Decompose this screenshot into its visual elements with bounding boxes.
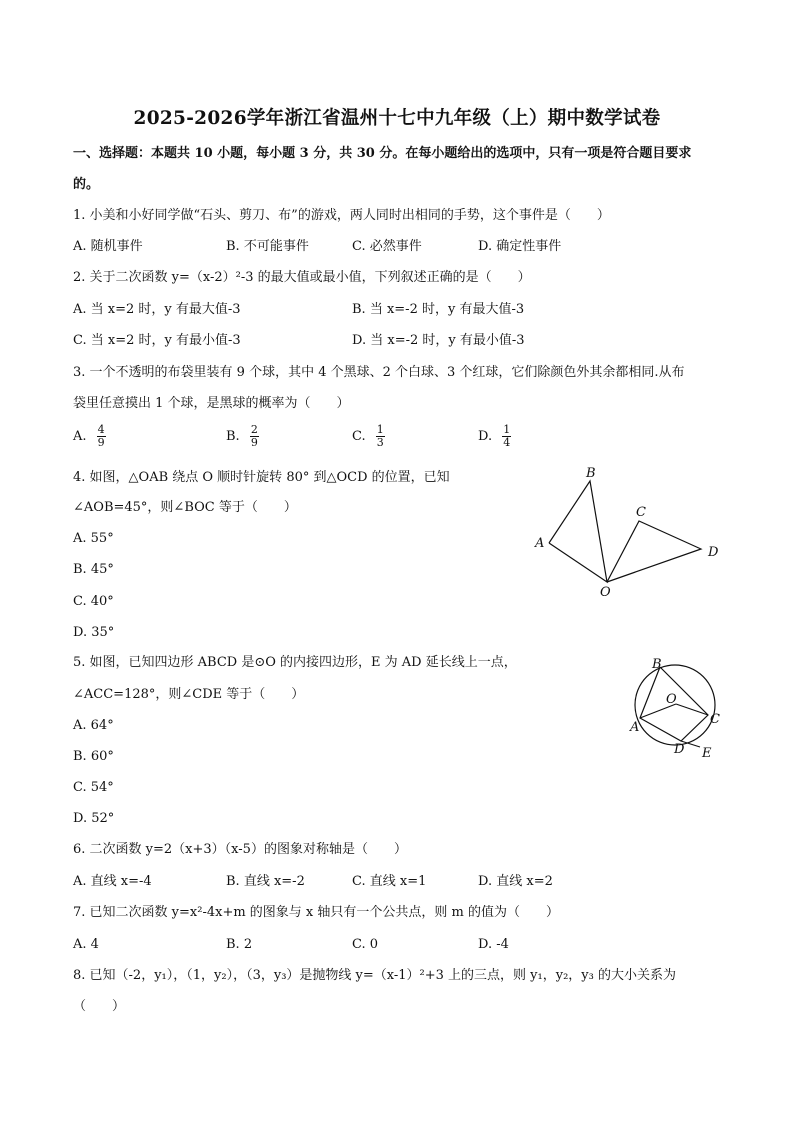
fraction <box>376 424 385 449</box>
q3-option-c-label: C. <box>352 429 366 444</box>
q4-option-d: D. 35° <box>73 625 115 640</box>
fraction-numerator: 1 <box>503 423 511 436</box>
q2-option-b: B. 当 x=-2 时，y 有最大值-3 <box>352 302 525 317</box>
q7-option-d: D. -4 <box>478 937 509 952</box>
point-label-b: B <box>586 466 596 481</box>
q3-option-b <box>226 424 259 449</box>
q6-option-a: A. 直线 x=-4 <box>73 874 152 889</box>
point-label-c: C <box>636 505 646 520</box>
q3-option-a-label: A. <box>73 429 87 444</box>
question-3-stem-cont: 袋里任意摸出 1 个球，是黑球的概率为（ ） <box>73 396 350 411</box>
fraction-numerator: 1 <box>376 423 384 436</box>
fraction-denominator: 9 <box>250 436 258 449</box>
q5-option-b: B. 60° <box>73 749 114 764</box>
section-heading: 一、选择题：本题共 10 小题，每小题 3 分，共 30 分。在每小题给出的选项中，只有一项是符合题目要求 <box>73 146 692 161</box>
question-8-stem-cont: （ ） <box>73 999 126 1014</box>
rotation-triangle-figure <box>525 460 735 605</box>
q3-option-a <box>73 424 106 449</box>
q1-option-b: B. 不可能事件 <box>226 239 309 254</box>
point-label-a: A <box>535 536 545 551</box>
q5-option-c: C. 54° <box>73 780 114 795</box>
point-label-b: B <box>652 657 662 672</box>
question-3-stem: 3. 一个不透明的布袋里装有 9 个球，其中 4 个黑球、2 个白球、3 个红球，它们除颜色外其余都相同.从布 <box>73 365 685 380</box>
q6-option-c: C. 直线 x=1 <box>352 874 427 889</box>
point-label-e: E <box>702 746 712 761</box>
q3-option-b-label: B. <box>226 429 240 444</box>
fraction <box>502 424 511 449</box>
q5-option-d: D. 52° <box>73 811 115 826</box>
q6-option-d: D. 直线 x=2 <box>478 874 553 889</box>
question-1-stem: 1. 小美和小好同学做“石头、剪刀、布”的游戏，两人同时出相同的手势，这个事件是（ ） <box>73 208 610 223</box>
q6-option-b: B. 直线 x=-2 <box>226 874 305 889</box>
q2-option-c: C. 当 x=2 时，y 有最小值-3 <box>73 333 241 348</box>
q3-option-c <box>352 424 385 449</box>
q4-option-b: B. 45° <box>73 562 114 577</box>
point-label-c: C <box>710 712 720 727</box>
question-5-stem: 5. 如图，已知四边形 ABCD 是⊙O 的内接四边形，E 为 AD 延长线上一点， <box>73 655 517 670</box>
q1-option-c: C. 必然事件 <box>352 239 422 254</box>
page-title: 2025-2026学年浙江省温州十七中九年级（上）期中数学试卷 <box>133 108 661 129</box>
q7-option-a: A. 4 <box>73 937 99 952</box>
triangle-ocd <box>607 521 701 582</box>
point-label-a: A <box>630 720 640 735</box>
fraction-denominator: 3 <box>376 436 384 449</box>
q3-option-d <box>478 424 511 449</box>
q1-option-d: D. 确定性事件 <box>478 239 562 254</box>
q3-option-d-label: D. <box>478 429 493 444</box>
circle-quadrilateral-figure <box>620 650 740 765</box>
question-2-stem: 2. 关于二次函数 y=（x-2）²-3 的最大值或最小值，下列叙述正确的是（ ） <box>73 270 531 285</box>
fraction <box>97 424 106 449</box>
triangle-oab <box>549 481 607 582</box>
question-4-stem-cont: ∠AOB=45°，则∠BOC 等于（ ） <box>73 500 297 515</box>
q4-option-c: C. 40° <box>73 594 114 609</box>
question-6-stem: 6. 二次函数 y=2（x+3）（x-5）的图象对称轴是（ ） <box>73 842 407 857</box>
fraction-numerator: 4 <box>97 423 105 436</box>
point-label-o: O <box>666 692 677 707</box>
q7-option-c: C. 0 <box>352 937 379 952</box>
fraction-denominator: 4 <box>503 436 511 449</box>
fraction-denominator: 9 <box>97 436 105 449</box>
q4-option-a: A. 55° <box>73 531 114 546</box>
point-label-d: D <box>708 545 719 560</box>
question-5-stem-cont: ∠ACC=128°，则∠CDE 等于（ ） <box>73 687 305 702</box>
question-7-stem: 7. 已知二次函数 y=x²-4x+m 的图象与 x 轴只有一个公共点，则 m 的值为（ ） <box>73 905 559 920</box>
question-8-stem: 8. 已知（-2，y₁），（1，y₂），（3，y₃）是抛物线 y=（x-1）²+3 上的三点，则 y₁，y₂，y₃ 的大小关系为 <box>73 968 676 983</box>
q5-option-a: A. 64° <box>73 718 114 733</box>
section-heading-cont: 的。 <box>73 177 100 192</box>
point-label-d: D <box>674 742 685 757</box>
point-label-o: O <box>600 585 611 600</box>
q2-option-a: A. 当 x=2 时，y 有最大值-3 <box>73 302 241 317</box>
fraction <box>250 424 259 449</box>
q7-option-b: B. 2 <box>226 937 253 952</box>
q1-option-a: A. 随机事件 <box>73 239 143 254</box>
question-4-stem: 4. 如图，△OAB 绕点 O 顺时针旋转 80° 到△OCD 的位置，已知 <box>73 470 450 485</box>
fraction-numerator: 2 <box>250 423 258 436</box>
q2-option-d: D. 当 x=-2 时，y 有最小值-3 <box>352 333 525 348</box>
